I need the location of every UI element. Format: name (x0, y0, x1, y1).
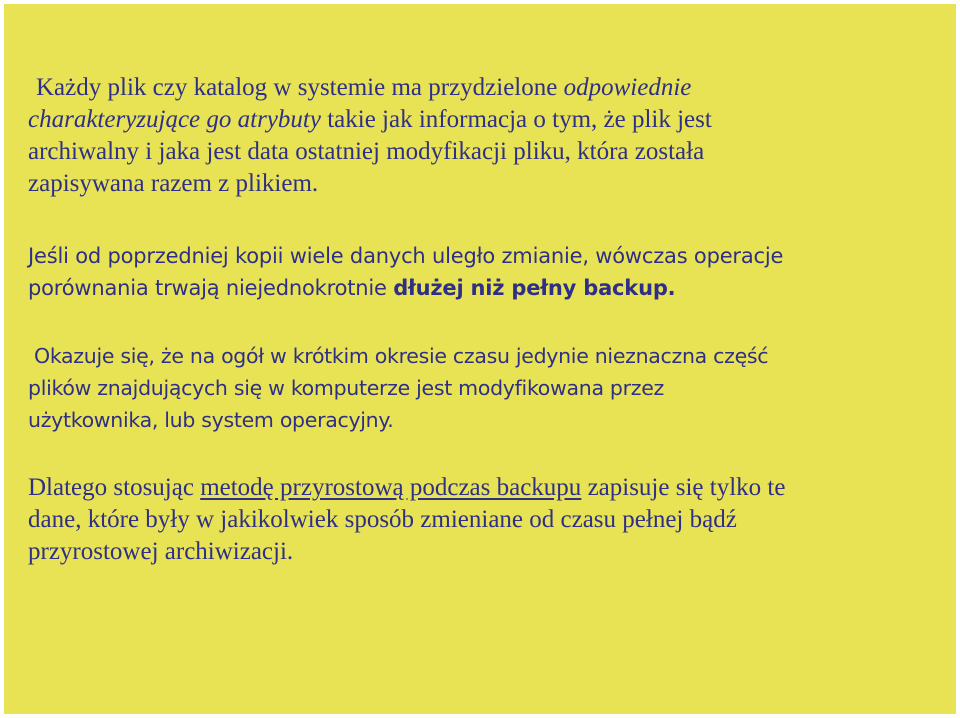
p4-line1-end: zapisuje się tylko te (581, 474, 786, 501)
p1-line2-italic: charakteryzujące go atrybuty (28, 106, 321, 133)
p2-line2-start: porównania trwają niejednokrotnie (28, 276, 394, 300)
p4-line1 (28, 472, 938, 504)
p3-line3: użytkownika, lub system operacyjny. (28, 408, 394, 432)
paragraph-modification (28, 340, 938, 436)
paragraph-attributes (28, 72, 938, 200)
p3-line2: plików znajdujących się w komputerze jest modyfikowana przez (28, 376, 665, 400)
p1-line1-start: Każdy plik czy katalog w systemie ma przydzielone (36, 74, 564, 101)
p1-line1 (28, 72, 938, 104)
p1-line2 (28, 104, 938, 136)
p3-line1: Okazuje się, że na ogół w krótkim okresie czasu jedynie nieznaczna część (34, 344, 769, 368)
p2-line1: Jeśli od poprzedniej kopii wiele danych uległo zmianie, wówczas operacje (28, 244, 784, 268)
p2-line2-end: . (667, 276, 676, 300)
p4-line2: dane, które były w jakikolwiek sposób zmieniane od czasu pełnej bądź (28, 506, 737, 533)
p1-line2-rest: takie jak informacja o tym, że plik jest (320, 106, 712, 133)
p1-line3: archiwalny i jaka jest data ostatniej modyfikacji pliku, która została (28, 138, 705, 165)
p2-line2 (28, 272, 938, 304)
p2-line2-bold: dłużej niż pełny backup (393, 276, 668, 300)
p4-line1-underlined: metodę przyrostową podczas backupu (200, 474, 582, 501)
paragraph-comparison (28, 240, 938, 304)
p4-line3: przyrostowej archiwizacji. (28, 538, 294, 565)
p4-line1-start: Dlatego stosując (28, 474, 201, 501)
p1-line4: zapisywana razem z plikiem. (28, 170, 319, 197)
paragraph-incremental (28, 472, 938, 568)
p1-line1-italic: odpowiednie (563, 74, 692, 101)
slide (4, 4, 956, 714)
